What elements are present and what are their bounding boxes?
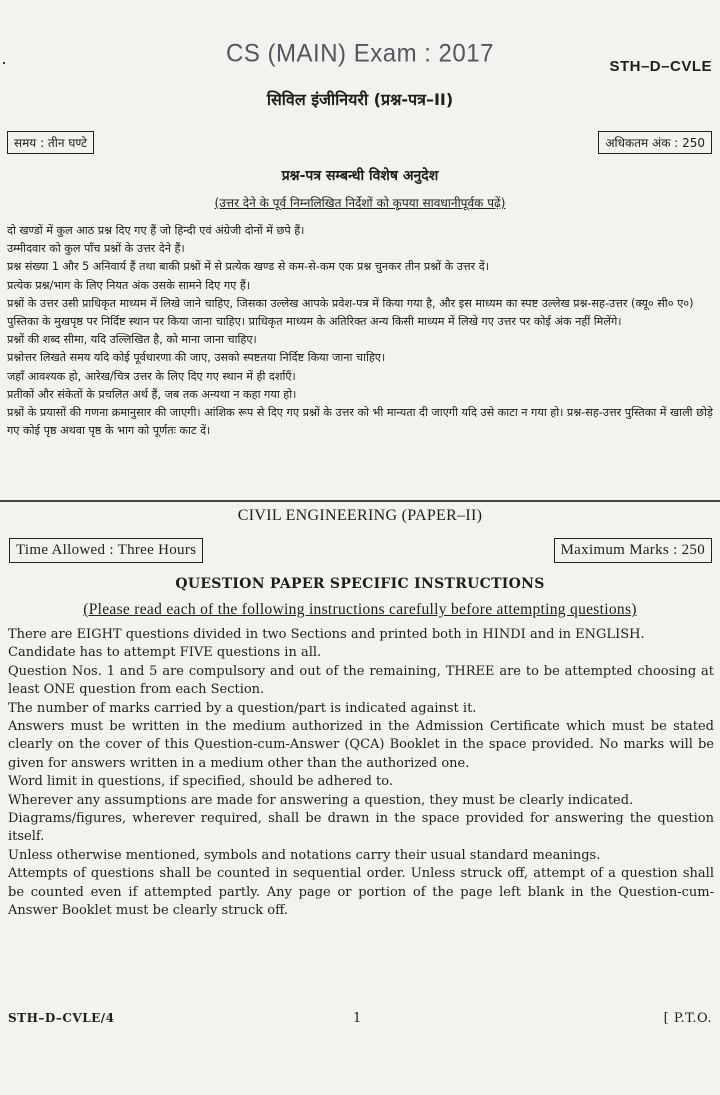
english-marks-box: Maximum Marks : 250 [554, 538, 712, 563]
english-instruction: Attempts of questions shall be counted in sequential order. Unless struck off, attempt of a question shall be counted even if attempted partly. Any page or portion of the page left blank in the Question-cum-Answer Booklet must be clearly struck off. [8, 866, 714, 919]
section-divider [0, 500, 720, 502]
hindi-instructions-heading: प्रश्न-पत्र सम्बन्धी विशेष अनुदेश [281, 168, 439, 184]
hindi-time-box: समय : तीन घण्टे [7, 131, 94, 154]
english-instruction: Unless otherwise mentioned, symbols and notations carry their usual standard meanings. [8, 847, 601, 863]
hindi-instruction: प्रश्न संख्या 1 और 5 अनिवार्य हैं तथा बाकी प्रश्नों में से प्रत्येक खण्ड से कम-से-कम एक प्रश्न चुनकर तीन प्रश्नों के उत्तर दें। [7, 260, 489, 274]
hindi-instructions-list [7, 222, 713, 440]
please-turn-over: [ P.T.O. [663, 1011, 712, 1026]
paper-code: STH–D–CVLE [609, 58, 712, 75]
english-instruction: Answers must be written in the medium authorized in the Admission Certificate which must be stated clearly on the cover of this Question-cum-Answer (QCA) Booklet in the space provided. No marks will be given for answers written in a medium other than the authorized one. [8, 719, 714, 771]
english-instruction: There are EIGHT questions divided in two Sections and printed both in HINDI and in ENGLISH. [8, 627, 645, 642]
english-time-box: Time Allowed : Three Hours [9, 538, 203, 563]
english-subject-title: CIVIL ENGINEERING (PAPER–II) [237, 507, 483, 524]
hindi-instruction: प्रत्येक प्रश्न/भाग के लिए नियत अंक उसके सामने दिए गए हैं। [7, 278, 251, 292]
page-number: 1 [353, 1011, 362, 1026]
hindi-marks-box: अधिकतम अंक : 250 [598, 131, 712, 154]
hindi-instruction: प्रश्नों की शब्द सीमा, यदि उल्लिखित है, को माना जाना चाहिए। [7, 333, 257, 347]
english-instruction: Question Nos. 1 and 5 are compulsory and out of the remaining, THREE are to be attempted choosing at least ONE question from each Section. [8, 663, 714, 698]
hindi-instruction: प्रतीकों और संकेतों के प्रचलित अर्थ हैं, जब तक अन्यथा न कहा गया हो। [7, 387, 297, 401]
hindi-instruction: प्रश्नों के उत्तर उसी प्राधिकृत माध्यम में लिखे जाने चाहिए, जिसका उल्लेख आपके प्रवेश-पत्र में किया गया है, और इस माध्यम का स्पष्ट उल्लेख प्रश्न-सह-उत्तर (क्यू० सी० ए०) पुस्तिका के मुखपृष्ठ पर निर्दिष्ट स्थान पर किया जाना चाहिए। प्राधिकृत माध्यम के अतिरिक्त अन्य किसी माध्यम में लिखे गए उत्तर पर कोई अंक नहीं मिलेंगे। [7, 296, 694, 329]
english-instructions-heading: QUESTION PAPER SPECIFIC INSTRUCTIONS [175, 576, 545, 592]
hindi-instruction: उम्मीदवार को कुल पाँच प्रश्नों के उत्तर देने हैं। [7, 242, 185, 256]
exam-stamp: CS (MAIN) Exam : 2017 [226, 39, 494, 68]
english-instruction: Candidate has to attempt FIVE questions in all. [8, 645, 322, 661]
footer-paper-code: STH–D–CVLE/4 [8, 1011, 115, 1025]
english-instruction: Wherever any assumptions are made for answering a question, they must be clearly indicated. [8, 792, 634, 808]
english-instructions-list [8, 626, 714, 921]
hindi-instruction: प्रश्नों के प्रयासों की गणना क्रमानुसार की जाएगी। आंशिक रूप से दिए गए प्रश्नों के उत्तर को भी मान्यता दी जाएगी यदि उसे काटा न गया हो। प्रश्न-सह-उत्तर पुस्तिका में खाली छोड़े गए कोई पृष्ठ अथवा पृष्ठ के भाग को पूर्णतः काट दें। [7, 406, 713, 438]
hindi-instruction: प्रश्नोत्तर लिखते समय यदि कोई पूर्वधारणा की जाए, उसको स्पष्टतया निर्दिष्ट किया जाना चाहिए। [7, 351, 386, 365]
english-instruction: Word limit in questions, if specified, should be adhered to. [8, 774, 394, 790]
hindi-instruction: जहाँ आवश्यक हो, आरेख/चित्र उत्तर के लिए दिए गए स्थान में ही दर्शाएँ। [7, 369, 296, 383]
hindi-instructions-subheading: (उत्तर देने के पूर्व निम्नलिखित निर्देशों को कृपया सावधानीपूर्वक पढ़ें) [214, 196, 506, 210]
hindi-subject-title: सिविल इंजीनियरी (प्रश्न-पत्र–II) [266, 90, 454, 109]
english-instruction: Diagrams/figures, wherever required, shall be drawn in the space provided for answering the question itself. [8, 811, 714, 845]
hindi-instruction: दो खण्डों में कुल आठ प्रश्न दिए गए हैं जो हिन्दी एवं अंग्रेजी दोनों में छपे हैं। [7, 224, 305, 237]
english-instructions-subheading: (Please read each of the following instructions carefully before attempting questions) [83, 601, 637, 618]
english-instruction: The number of marks carried by a question/part is indicated against it. [8, 700, 477, 716]
